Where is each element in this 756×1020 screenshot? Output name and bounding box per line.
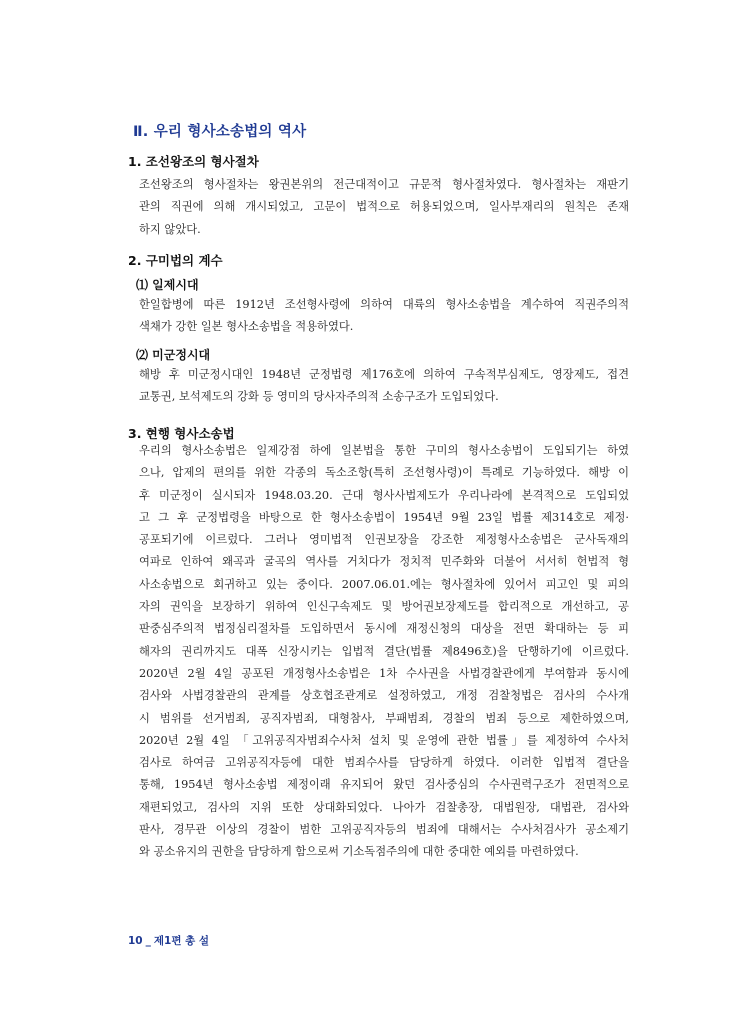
body-line: 고 그 후 군정법령을 바탕으로 한 형사소송법이 1954년 9월 23일 법률 제314호로 제정· <box>139 510 629 524</box>
part-label: 제1편 총 설 <box>153 935 210 947</box>
section-1-body <box>139 174 629 241</box>
subsection-1-heading: ⑴ 일제시대 <box>136 278 199 292</box>
body-line: 검사와 사법경찰관의 관계를 상호협조관계로 설정하였고, 개정 검찰청법은 검사의 수사개 <box>139 689 629 703</box>
body-line: 자의 권익을 보장하기 위하여 인신구속제도 및 방어권보장제도를 합리적으로 개선하고, 공 <box>139 600 629 614</box>
chapter-title: Ⅱ. 우리 형사소송법의 역사 <box>133 124 307 140</box>
body-line: 검사로 하여금 고위공직자등에 대한 범죄수사를 담당하게 하였다. 이러한 입법적 결단을 <box>139 756 629 770</box>
body-line: 색채가 강한 일본 형사소송법을 적용하였다. <box>139 320 354 334</box>
subsection-2-heading: ⑵ 미군정시대 <box>136 348 211 362</box>
section-3-body <box>139 440 629 864</box>
section-1-heading: 1. 조선왕조의 형사절차 <box>128 154 259 169</box>
page-number: 10 <box>128 935 143 947</box>
body-line: 교통권, 보석제도의 강화 등 영미의 당사자주의적 소송구조가 도입되었다. <box>139 390 499 404</box>
body-line: 와 공소유지의 권한을 담당하게 함으로써 기소독점주의에 대한 중대한 예외를 마련하였다. <box>139 845 579 859</box>
section-3-heading: 3. 현행 형사소송법 <box>128 426 235 441</box>
body-line: 후 미군정이 실시되자 1948.03.20. 근대 형사사법제도가 우리나라에 본격적으로 도입되었 <box>139 488 629 502</box>
body-line: 2020년 2월 4일 「고위공직자범죄수사처 설치 및 운영에 관한 법률」를 제정하여 수사처 <box>139 733 629 747</box>
subsection-2-body <box>139 364 629 409</box>
body-line: 판사, 경무관 이상의 경찰이 범한 고위공직자등의 범죄에 대해서는 수사처검사가 공소제기 <box>139 823 629 837</box>
subsection-1-body <box>139 294 629 339</box>
body-line: 사소송법으로 회귀하고 있는 중이다. 2007.06.01.에는 형사절차에 있어서 피고인 및 피의 <box>139 577 629 591</box>
body-line: 공포되기에 이르렀다. 그러나 영미법적 인권보장을 강조한 제정형사소송법은 군사독재의 <box>139 533 629 547</box>
body-line: 해자의 권리까지도 대폭 신장시키는 입법적 결단(법률 제8496호)을 단행하기에 이르렀다. <box>139 644 629 658</box>
body-line: 하지 않았다. <box>139 222 201 236</box>
footer-separator: _ <box>145 935 151 947</box>
body-line: 으나, 압제의 편의를 위한 각종의 독소조항(특히 조선형사령)이 특례로 기능하였다. 해방 이 <box>139 466 629 480</box>
body-line: 관의 직권에 의해 개시되었고, 고문이 법적으로 허용되었으며, 일사부재리의 원칙은 존재 <box>139 200 629 214</box>
body-line: 조선왕조의 형사절차는 왕권본위의 전근대적이고 규문적 형사절차였다. 형사절차는 재판기 <box>139 178 629 191</box>
body-line: 시 범위를 선거범죄, 공직자범죄, 대형참사, 부패범죄, 경찰의 범죄 등으로 제한하였으며, <box>139 711 629 725</box>
body-line: 한일합병에 따른 1912년 조선형사령에 의하여 대륙의 형사소송법을 계수하여 직권주의적 <box>139 298 629 311</box>
body-line: 우리의 형사소송법은 일제강점 하에 일본법을 통한 구미의 형사소송법이 도입되기는 하였 <box>139 444 629 457</box>
body-line: 판중심주의적 법정심리절차를 도입하면서 동시에 재정신청의 대상을 전면 확대하는 등 피 <box>139 622 629 636</box>
page-footer <box>128 933 209 948</box>
body-line: 해방 후 미군정시대인 1948년 군정법령 제176호에 의하여 구속적부심제도, 영장제도, 접견 <box>139 368 629 381</box>
body-line: 통해, 1954년 형사소송법 제정이래 유지되어 왔던 검사중심의 수사권력구조가 전면적으로 <box>139 778 629 792</box>
body-line: 여파로 인하여 왜곡과 굴곡의 역사를 거치다가 정치적 민주화와 더불어 서서히 헌법적 형 <box>139 555 629 569</box>
body-line: 2020년 2월 4일 공포된 개정형사소송법은 1차 수사권을 사법경찰관에게 부여함과 동시에 <box>139 666 629 680</box>
body-line: 재편되었고, 검사의 지위 또한 상대화되었다. 나아가 검찰총장, 대법원장, 대법관, 검사와 <box>139 800 629 814</box>
section-2-heading: 2. 구미법의 계수 <box>128 253 223 268</box>
